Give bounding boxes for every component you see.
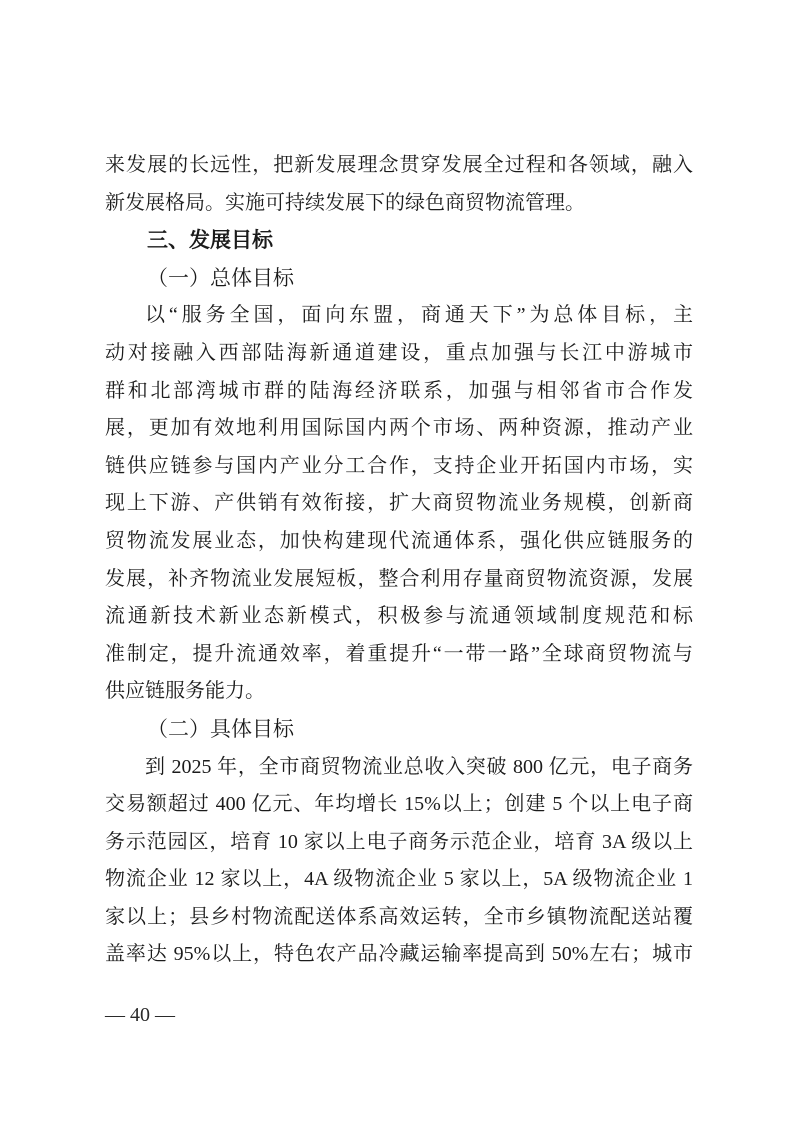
text-line: 发展，补齐物流业发展短板，整合利用存量商贸物流资源，发展 (105, 567, 693, 590)
section-heading: 三、发展目标 (147, 229, 273, 253)
text-line: 群和北部湾城市群的陆海经济联系，加强与相邻省市合作发 (105, 379, 693, 402)
text-line: 供应链服务能力。 (105, 680, 265, 703)
text-line: 链供应链参与国内产业分工合作，支持企业开拓国内市场，实 (105, 454, 693, 477)
text-line: 交易额超过 400 亿元、年均增长 15%以上；创建 5 个以上电子商 (105, 793, 693, 816)
text-line: 家以上；县乡村物流配送体系高效运转，全市乡镇物流配送站覆 (105, 905, 693, 928)
text-line: 准制定，提升流通效率，着重提升“一带一路”全球商贸物流与 (105, 642, 693, 665)
subsection-heading: （一）总体目标 (147, 265, 294, 290)
subsection-heading: （二）具体目标 (147, 716, 294, 741)
document-body (105, 147, 693, 974)
text-line: 现上下游、产供销有效衔接，扩大商贸物流业务规模，创新商 (105, 492, 693, 515)
text-line: 物流企业 12 家以上，4A 级物流企业 5 家以上，5A 级物流企业 1 (105, 868, 693, 891)
text-line: 展，更加有效地利用国际国内两个市场、两种资源，推动产业 (105, 417, 693, 440)
text-line: 务示范园区，培育 10 家以上电子商务示范企业，培育 3A 级以上 (105, 830, 693, 853)
text-line: 动对接融入西部陆海新通道建设，重点加强与长江中游城市 (105, 341, 693, 364)
text-line: 新发展格局。实施可持续发展下的绿色商贸物流管理。 (105, 191, 585, 214)
page-number: — 40 — (105, 1004, 175, 1026)
text-line: 到 2025 年，全市商贸物流业总收入突破 800 亿元，电子商务 (145, 755, 693, 778)
text-line: 流通新技术新业态新模式，积极参与流通领域制度规范和标 (105, 605, 693, 628)
text-line: 贸物流发展业态，加快构建现代流通体系，强化供应链服务的 (105, 529, 693, 552)
text-line: 来发展的长远性，把新发展理念贯穿发展全过程和各领域，融入 (105, 154, 693, 176)
text-line: 盖率达 95%以上，特色农产品冷藏运输率提高到 50%左右；城市 (105, 943, 693, 966)
text-line: 以“服务全国，面向东盟，商通天下”为总体目标，主 (145, 304, 693, 327)
